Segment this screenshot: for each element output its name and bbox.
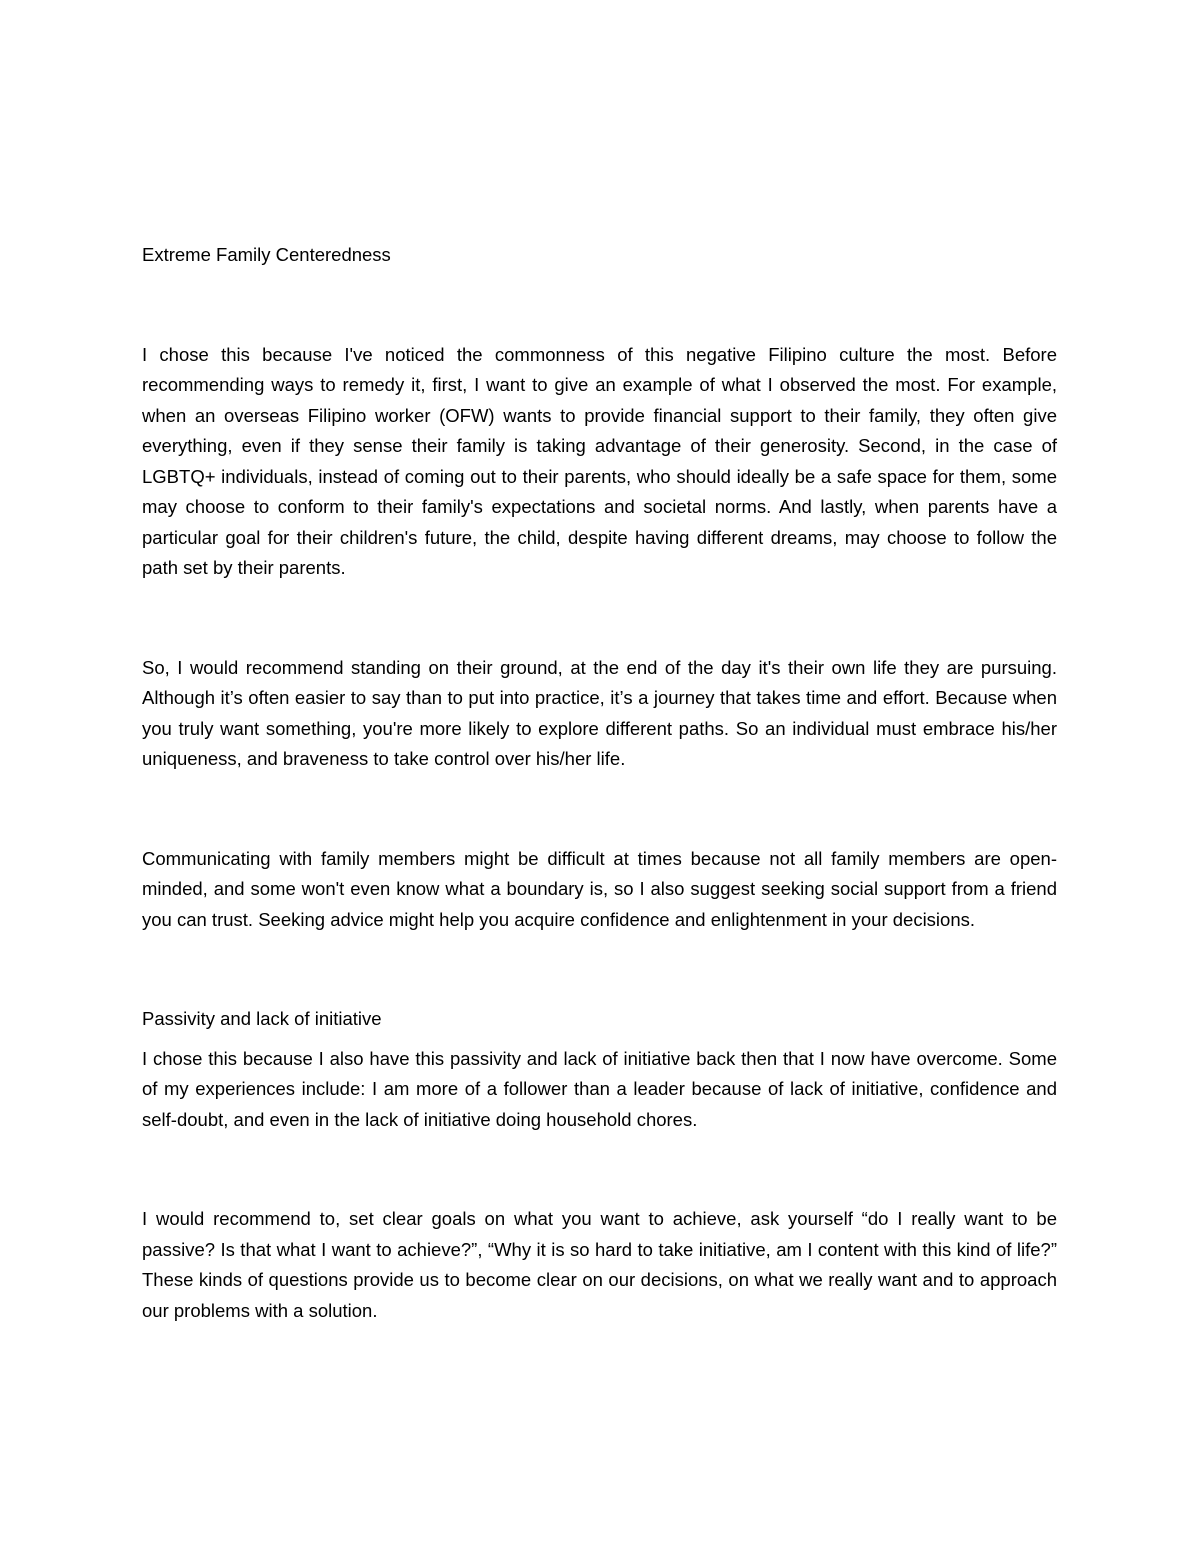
paragraph: I chose this because I've noticed the commonness of this negative Filipino culture the most. Before recommending ways to remedy it, first, I want to give an example of what I observed the most. For example, when an overseas Filipino worker (OFW) wants to provide financial support to their family, they often give everything, even if they sense their family is taking advantage of their generosity. Second, in the case of LGBTQ+ individuals, instead of coming out to their parents, who should ideally be a safe space for them, some may choose to conform to their family's expectations and societal norms. And lastly, when parents have a particular goal for their children's future, the child, despite having different dreams, may choose to follow the path set by their parents.: [142, 343, 1057, 578]
section-heading-family-centeredness: Extreme Family Centeredness: [142, 244, 391, 265]
document-body: [142, 240, 1057, 1326]
paragraph: I chose this because I also have this passivity and lack of initiative back then that I now have overcome. Some of my experiences include: I am more of a follower than a leader because of lack of initiative, confidence and self-doubt, and even in the lack of initiative doing household chores.: [142, 1047, 1057, 1130]
paragraph: Communicating with family members might be difficult at times because not all family members are open-minded, and some won't even know what a boundary is, so I also suggest seeking social support from a friend you can trust. Seeking advice might help you acquire confidence and enlightenment in your decisions.: [142, 847, 1057, 930]
paragraph: I would recommend to, set clear goals on what you want to achieve, ask yourself “do I really want to be passive? Is that what I want to achieve?”, “Why it is so hard to take initiative, am I content with this kind of life?” These kinds of questions provide us to become clear on our decisions, on what we really want and to approach our problems with a solution.: [142, 1208, 1057, 1321]
section-heading-passivity: Passivity and lack of initiative: [142, 1008, 382, 1029]
paragraph: So, I would recommend standing on their ground, at the end of the day it's their own life they are pursuing. Although it’s often easier to say than to put into practice, it’s a journey that takes time and effort. Because when you truly want something, you're more likely to explore different paths. So an individual must embrace his/her uniqueness, and braveness to take control over his/her life.: [142, 656, 1057, 769]
